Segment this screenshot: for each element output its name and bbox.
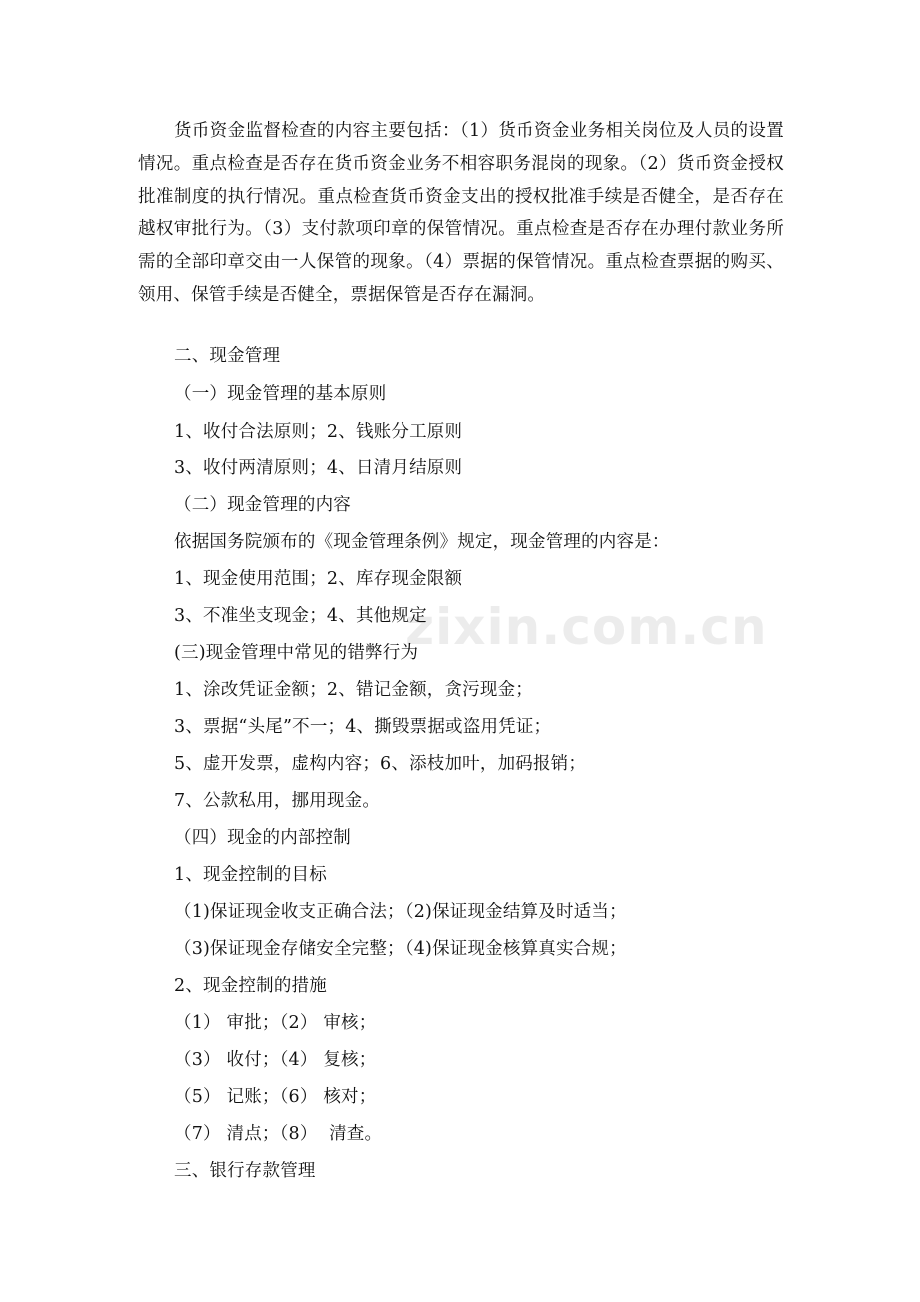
text-line: （3） 收付；（4） 复核； (174, 1050, 377, 1070)
subheading-content: （二）现金管理的内容 (174, 495, 351, 515)
text-line: 1、现金控制的目标 (174, 865, 327, 885)
text-line: （7） 清点；（8） 清查。 (174, 1124, 383, 1144)
intro-paragraph: 货币资金监督检查的内容主要包括：（1）货币资金业务相关岗位及人员的设置情况。重点检查是否存在货币资金业务不相容职务混岗的现象。（2）货币资金授权批准制度的执行情况。重点检查货币资金支出的授权批准手续是否健全，是否存在越权审批行为。（3）支付款项印章的保管情况。重点检查是否存在办理付款业务所需的全部印章交由一人保管的现象。（4）票据的保管情况。重点检查票据的购买、领用、保管手续是否健全，票据保管是否存在漏洞。 (138, 121, 784, 305)
watermark: zixin.com.cn (405, 598, 768, 656)
text-line: 3、收付两清原则；4、日清月结原则 (174, 458, 463, 478)
heading-cash-management: 二、现金管理 (174, 346, 281, 366)
text-line: 3、票据“头尾”不一；4、撕毁票据或盗用凭证； (174, 717, 552, 737)
text-line: 1、收付合法原则；2、钱账分工原则 (174, 422, 463, 442)
text-line: 1、现金使用范围；2、库存现金限额 (174, 569, 463, 589)
text-line: 7、公款私用，挪用现金。 (174, 791, 381, 811)
text-line: （1） 审批；（2） 审核； (174, 1013, 377, 1033)
text-line: 5、虚开发票，虚构内容；6、添枝加叶，加码报销； (174, 754, 587, 774)
subheading-basic-principles: （一）现金管理的基本原则 (174, 384, 387, 404)
heading-bank-deposit: 三、银行存款管理 (174, 1161, 316, 1181)
text-line: （3)保证现金存储安全完整；（4)保证现金核算真实合规； (174, 939, 627, 959)
subheading-common-errors: (三)现金管理中常见的错弊行为 (174, 643, 419, 663)
text-line: 依据国务院颁布的《现金管理条例》规定，现金管理的内容是： (174, 532, 670, 552)
text-line: （1)保证现金收支正确合法；（2)保证现金结算及时适当； (174, 902, 627, 922)
subheading-internal-control: （四）现金的内部控制 (174, 828, 351, 848)
text-line: 3、不准坐支现金；4、其他规定 (174, 606, 427, 626)
text-line: 1、涂改凭证金额；2、错记金额，贪污现金； (174, 680, 533, 700)
text-line: 2、现金控制的措施 (174, 976, 327, 996)
text-line: （5） 记账；（6） 核对； (174, 1087, 377, 1107)
